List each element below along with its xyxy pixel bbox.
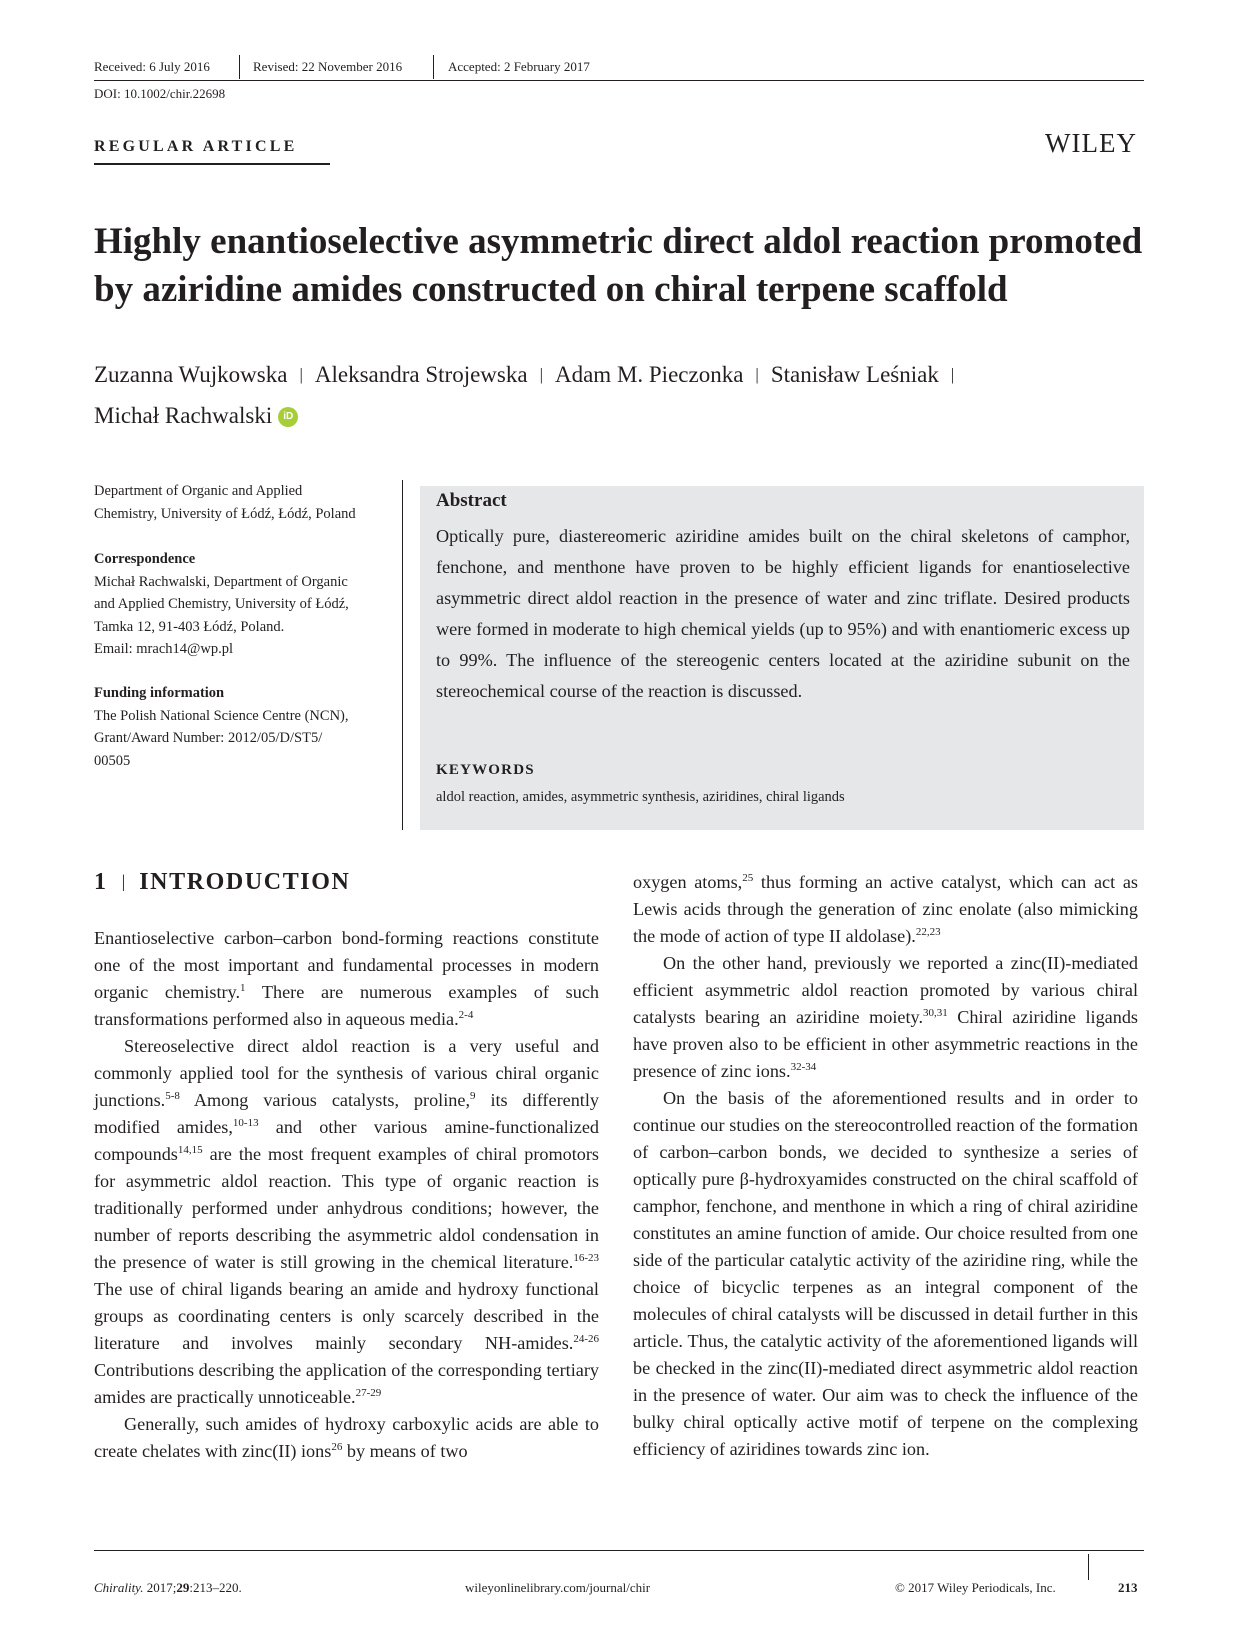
citation-reference[interactable]: 27-29 bbox=[355, 1387, 382, 1399]
header-divider bbox=[239, 55, 240, 79]
citation-reference[interactable]: 32-34 bbox=[790, 1061, 817, 1073]
affiliation-line: Department of Organic and Applied bbox=[94, 483, 303, 499]
footer-rule bbox=[94, 1550, 1144, 1551]
author-separator: | bbox=[299, 365, 303, 384]
author-name[interactable]: Aleksandra Strojewska bbox=[314, 362, 528, 387]
body-text: Chiral aziridine ligands have proven also to be efficient in other asymmetric reactions in the presence of zinc ions. bbox=[633, 1007, 1138, 1081]
correspondence-line: and Applied Chemistry, University of Łódź, bbox=[94, 596, 349, 612]
citation-reference[interactable]: 24-26 bbox=[573, 1333, 599, 1345]
body-text: oxygen atoms, bbox=[633, 872, 743, 892]
publisher-logo: WILEY bbox=[1045, 128, 1137, 158]
correspondence-heading: Correspondence bbox=[94, 551, 196, 567]
sidebar-divider bbox=[402, 480, 403, 830]
article-type-underline bbox=[94, 163, 330, 165]
body-text: thus forming an active catalyst, which can act as Lewis acids through the generation of zinc enolate (also mimicking the mode of action of type II aldolase). bbox=[633, 872, 1138, 946]
section-title: INTRODUCTION bbox=[139, 869, 351, 895]
body-text: by means of two bbox=[342, 1441, 468, 1461]
body-paragraph bbox=[633, 1085, 1138, 1463]
title-line-1: Highly enantioselective asymmetric direct aldol reaction promoted bbox=[94, 221, 1143, 262]
body-paragraph bbox=[94, 1033, 599, 1411]
article-type: REGULAR ARTICLE bbox=[94, 138, 298, 155]
section-number: 1 bbox=[94, 869, 108, 895]
body-column-left bbox=[94, 925, 599, 1465]
keywords-heading: KEYWORDS bbox=[436, 762, 535, 778]
citation-reference[interactable]: 2-4 bbox=[458, 1009, 474, 1021]
citation-reference[interactable]: 25 bbox=[742, 872, 754, 884]
header-divider bbox=[433, 55, 434, 79]
body-text: are the most frequent examples of chiral promotors for asymmetric aldol reaction. This type of organic reaction is traditionally performed under anhydrous conditions; however, the number of reports describing the asymmetric aldol condensation in the presence of water is still growing in the chemical literature. bbox=[94, 1144, 599, 1272]
body-text: and other various amine-functionalized compounds bbox=[94, 1117, 599, 1164]
body-text: Contributions describing the application of the corresponding tertiary amides are practically unnoticeable. bbox=[94, 1360, 599, 1407]
author-separator: | bbox=[755, 365, 759, 384]
body-paragraph bbox=[94, 925, 599, 1033]
body-text: Among various catalysts, proline, bbox=[179, 1090, 470, 1110]
abstract-text: Optically pure, diastereomeric aziridine amides built on the chiral skeletons of camphor, fenchone, and menthone have proven to be highly efficient ligands for enantioselective asymmetric direct aldol reaction in the presence of water and zinc triflate. Desired products were formed in moderate to high chemical yields (up to 95%) and with enantiomeric excess up to 99%. The influence of the stereogenic centers located at the aziridine subunit on the stereochemical course of the reaction is discussed. bbox=[436, 526, 1130, 701]
citation-reference[interactable]: 10-13 bbox=[232, 1117, 259, 1129]
accepted-date: Accepted: 2 February 2017 bbox=[448, 59, 590, 74]
orcid-icon[interactable]: iD bbox=[278, 407, 298, 427]
journal-url[interactable]: wileyonlinelibrary.com/journal/chir bbox=[465, 1580, 651, 1595]
received-date: Received: 6 July 2016 bbox=[94, 59, 210, 74]
author-separator: | bbox=[539, 365, 543, 384]
author-list-line-2 bbox=[94, 401, 298, 431]
page-number: 213 bbox=[1118, 1580, 1138, 1595]
body-paragraph bbox=[633, 869, 1138, 950]
author-name[interactable]: Zuzanna Wujkowska bbox=[94, 362, 288, 387]
body-text: its differently modified amides, bbox=[94, 1090, 599, 1137]
body-paragraph bbox=[94, 1411, 599, 1465]
citation-reference[interactable]: 14,15 bbox=[177, 1144, 203, 1156]
revised-date: Revised: 22 November 2016 bbox=[253, 59, 403, 74]
footer-citation bbox=[94, 1580, 242, 1596]
copyright: © 2017 Wiley Periodicals, Inc. bbox=[895, 1580, 1056, 1595]
body-text: Enantioselective carbon–carbon bond-forming reactions constitute one of the most important and fundamental processes in modern organic chemistry. bbox=[94, 928, 599, 1002]
doi[interactable]: DOI: 10.1002/chir.22698 bbox=[94, 86, 226, 101]
citation-pages: :213–220. bbox=[189, 1580, 242, 1595]
citation-volume: 29 bbox=[176, 1580, 190, 1595]
author-name[interactable]: Stanisław Leśniak bbox=[770, 362, 939, 387]
article-title bbox=[94, 218, 1154, 314]
body-text: On the basis of the aforementioned results and in order to continue our studies on the stereocontrolled reaction of the formation of carbon–carbon bonds, we decided to synthesize a series of optically pure β-hydroxyamides constructed on the chiral scaffold of camphor, fenchone, and menthone in which a ring of chiral aziridine constitutes an amine function of amide. Our choice resulted from one side of the particular catalytic activity of the aziridine ring, while the choice of bicyclic terpenes as an integral component of the molecules of chiral catalysts will be discussed in detail further in this article. Thus, the catalytic activity of the aforementioned ligands will be checked in the zinc(II)-mediated direct asymmetric aldol reaction in the presence of water. Our aim was to check the influence of the bulky chiral optically active motif of terpene on the complexing efficiency of aziridines towards zinc ion. bbox=[633, 1088, 1138, 1459]
keywords-list: aldol reaction, amides, asymmetric synthesis, aziridines, chiral ligands bbox=[436, 789, 845, 805]
author-name[interactable]: Michał Rachwalski bbox=[94, 403, 273, 428]
correspondence-line: Tamka 12, 91-403 Łódź, Poland. bbox=[94, 618, 285, 635]
citation-reference[interactable]: 9 bbox=[470, 1090, 476, 1102]
footer-divider bbox=[1088, 1554, 1089, 1580]
section-separator: | bbox=[121, 871, 126, 891]
correspondence-line: Michał Rachwalski, Department of Organic bbox=[94, 573, 348, 590]
citation-reference[interactable]: 30,31 bbox=[923, 1007, 948, 1019]
citation-reference[interactable]: 26 bbox=[331, 1441, 343, 1453]
body-column-right bbox=[633, 869, 1138, 1463]
header-rule bbox=[94, 80, 1144, 81]
citation-reference[interactable]: 1 bbox=[240, 982, 246, 994]
author-name[interactable]: Adam M. Pieczonka bbox=[554, 362, 744, 387]
citation-reference[interactable]: 22,23 bbox=[915, 926, 941, 938]
section-heading bbox=[94, 869, 350, 896]
body-text: Generally, such amides of hydroxy carboxylic acids are able to create chelates with zinc(II) ions bbox=[94, 1414, 599, 1461]
body-text: On the other hand, previously we reported a zinc(II)-mediated efficient asymmetric aldol reaction promoted by various chiral catalysts bearing an aziridine moiety. bbox=[633, 953, 1138, 1027]
affiliation bbox=[94, 480, 394, 525]
body-text: There are numerous examples of such transformations performed also in aqueous media. bbox=[94, 982, 599, 1029]
funding-line: 00505 bbox=[94, 752, 131, 769]
funding-heading: Funding information bbox=[94, 685, 225, 701]
title-line-2: by aziridine amides constructed on chiral terpene scaffold bbox=[94, 269, 1008, 310]
author-separator: | bbox=[950, 365, 955, 384]
citation-reference[interactable]: 16-23 bbox=[573, 1252, 599, 1264]
funding-line: Grant/Award Number: 2012/05/D/ST5/ bbox=[94, 730, 323, 746]
affiliation-line: Chemistry, University of Łódź, Łódź, Poland bbox=[94, 505, 356, 522]
author-list bbox=[94, 360, 966, 392]
journal-name: Chirality. bbox=[94, 1580, 144, 1595]
correspondence-block bbox=[94, 548, 394, 661]
body-text: Stereoselective direct aldol reaction is a very useful and commonly applied tool for the synthesis of various chiral organic junctions. bbox=[94, 1036, 599, 1110]
abstract-heading: Abstract bbox=[436, 490, 507, 511]
body-text: The use of chiral ligands bearing an amide and hydroxy functional groups as coordinating centers is only scarcely described in the literature and involves mainly secondary NH-amides. bbox=[94, 1279, 599, 1353]
citation-year: 2017; bbox=[143, 1580, 177, 1595]
body-paragraph bbox=[633, 950, 1138, 1085]
correspondence-email[interactable]: Email: mrach14@wp.pl bbox=[94, 641, 233, 657]
funding-line: The Polish National Science Centre (NCN), bbox=[94, 707, 349, 724]
funding-block bbox=[94, 682, 394, 772]
citation-reference[interactable]: 5-8 bbox=[165, 1090, 180, 1102]
